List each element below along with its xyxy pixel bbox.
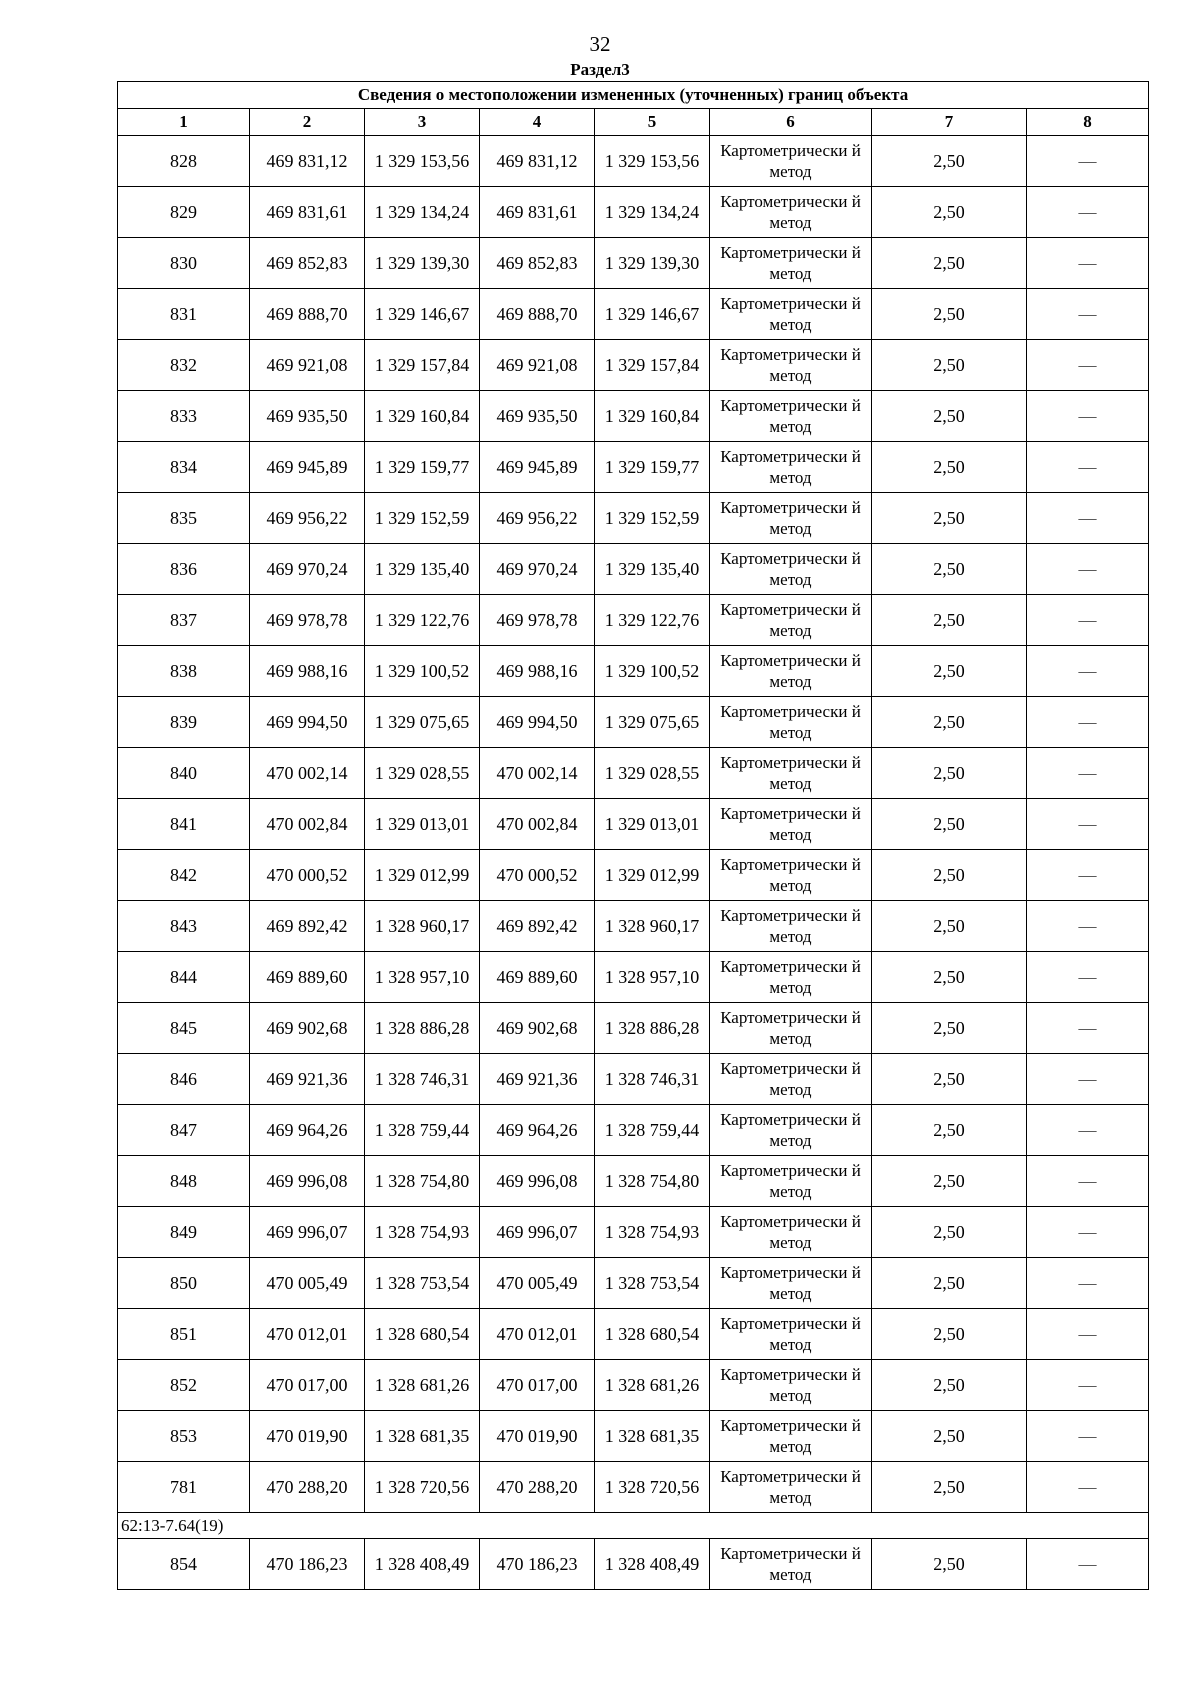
existing-x-cell: 469 852,83 [250,238,365,289]
refined-x-cell: 470 005,49 [480,1258,595,1309]
existing-x-cell: 469 964,26 [250,1105,365,1156]
existing-x-cell: 469 892,42 [250,901,365,952]
refined-y-cell: 1 329 152,59 [595,493,710,544]
refined-y-cell: 1 329 122,76 [595,595,710,646]
refined-x-cell: 469 852,83 [480,238,595,289]
refined-x-cell: 470 186,23 [480,1539,595,1590]
column-number-row [118,109,1149,136]
table-row [118,442,1149,493]
refined-x-cell: 469 970,24 [480,544,595,595]
refined-x-cell: 470 288,20 [480,1462,595,1513]
note-cell: — [1027,1105,1149,1156]
existing-x-cell: 470 002,14 [250,748,365,799]
refined-y-cell: 1 329 135,40 [595,544,710,595]
note-cell: — [1027,952,1149,1003]
accuracy-cell: 2,50 [872,1003,1027,1054]
existing-x-cell: 469 978,78 [250,595,365,646]
point-number-cell: 836 [118,544,250,595]
table-row [118,1054,1149,1105]
refined-x-cell: 470 002,14 [480,748,595,799]
method-cell: Картометрически й метод [710,238,872,289]
method-cell: Картометрически й метод [710,646,872,697]
method-cell: Картометрически й метод [710,289,872,340]
method-cell: Картометрически й метод [710,391,872,442]
point-number-cell: 854 [118,1539,250,1590]
refined-x-cell: 469 994,50 [480,697,595,748]
existing-y-cell: 1 328 759,44 [365,1105,480,1156]
method-cell: Картометрически й метод [710,1258,872,1309]
refined-y-cell: 1 329 013,01 [595,799,710,850]
method-cell: Картометрически й метод [710,1462,872,1513]
accuracy-cell: 2,50 [872,1207,1027,1258]
note-cell: — [1027,1258,1149,1309]
method-cell: Картометрически й метод [710,901,872,952]
point-number-cell: 834 [118,442,250,493]
note-cell: — [1027,187,1149,238]
accuracy-cell: 2,50 [872,1156,1027,1207]
refined-y-cell: 1 328 886,28 [595,1003,710,1054]
existing-y-cell: 1 329 135,40 [365,544,480,595]
accuracy-cell: 2,50 [872,697,1027,748]
accuracy-cell: 2,50 [872,136,1027,187]
table-row [118,697,1149,748]
point-number-cell: 844 [118,952,250,1003]
method-cell: Картометрически й метод [710,1105,872,1156]
existing-x-cell: 469 988,16 [250,646,365,697]
existing-x-cell: 469 996,07 [250,1207,365,1258]
table-row [118,1539,1149,1590]
method-cell: Картометрически й метод [710,1207,872,1258]
note-cell: — [1027,1156,1149,1207]
accuracy-cell: 2,50 [872,391,1027,442]
table-row [118,646,1149,697]
table-row [118,238,1149,289]
existing-y-cell: 1 328 408,49 [365,1539,480,1590]
note-cell: — [1027,799,1149,850]
accuracy-cell: 2,50 [872,1309,1027,1360]
note-cell: — [1027,1360,1149,1411]
refined-x-cell: 469 988,16 [480,646,595,697]
column-number: 1 [118,109,250,136]
accuracy-cell: 2,50 [872,901,1027,952]
refined-x-cell: 470 017,00 [480,1360,595,1411]
existing-y-cell: 1 328 681,26 [365,1360,480,1411]
point-number-cell: 837 [118,595,250,646]
refined-y-cell: 1 328 681,26 [595,1360,710,1411]
existing-x-cell: 470 005,49 [250,1258,365,1309]
existing-y-cell: 1 329 122,76 [365,595,480,646]
point-number-cell: 853 [118,1411,250,1462]
point-number-cell: 833 [118,391,250,442]
point-number-cell: 781 [118,1462,250,1513]
existing-x-cell: 469 902,68 [250,1003,365,1054]
point-number-cell: 832 [118,340,250,391]
method-cell: Картометрически й метод [710,1309,872,1360]
existing-x-cell: 469 945,89 [250,442,365,493]
refined-x-cell: 469 978,78 [480,595,595,646]
point-number-cell: 846 [118,1054,250,1105]
accuracy-cell: 2,50 [872,1258,1027,1309]
method-cell: Картометрически й метод [710,1156,872,1207]
existing-x-cell: 469 889,60 [250,952,365,1003]
table-row [118,544,1149,595]
method-cell: Картометрически й метод [710,544,872,595]
table-row [118,595,1149,646]
accuracy-cell: 2,50 [872,187,1027,238]
existing-x-cell: 470 000,52 [250,850,365,901]
accuracy-cell: 2,50 [872,1105,1027,1156]
refined-y-cell: 1 328 680,54 [595,1309,710,1360]
existing-y-cell: 1 328 957,10 [365,952,480,1003]
existing-y-cell: 1 329 100,52 [365,646,480,697]
accuracy-cell: 2,50 [872,1411,1027,1462]
point-number-cell: 847 [118,1105,250,1156]
refined-y-cell: 1 329 146,67 [595,289,710,340]
table-body-group-1 [118,136,1149,1513]
accuracy-cell: 2,50 [872,238,1027,289]
refined-y-cell: 1 329 134,24 [595,187,710,238]
accuracy-cell: 2,50 [872,1360,1027,1411]
refined-y-cell: 1 328 759,44 [595,1105,710,1156]
method-cell: Картометрически й метод [710,136,872,187]
refined-x-cell: 469 921,36 [480,1054,595,1105]
existing-y-cell: 1 329 139,30 [365,238,480,289]
note-cell: — [1027,544,1149,595]
accuracy-cell: 2,50 [872,952,1027,1003]
table-row [118,1105,1149,1156]
refined-y-cell: 1 329 160,84 [595,391,710,442]
existing-y-cell: 1 328 753,54 [365,1258,480,1309]
column-number: 7 [872,109,1027,136]
refined-y-cell: 1 329 159,77 [595,442,710,493]
table-row [118,850,1149,901]
note-cell: — [1027,1539,1149,1590]
refined-y-cell: 1 329 012,99 [595,850,710,901]
point-number-cell: 830 [118,238,250,289]
existing-y-cell: 1 328 720,56 [365,1462,480,1513]
existing-y-cell: 1 329 152,59 [365,493,480,544]
note-cell: — [1027,238,1149,289]
existing-x-cell: 469 831,12 [250,136,365,187]
method-cell: Картометрически й метод [710,442,872,493]
existing-y-cell: 1 329 013,01 [365,799,480,850]
existing-x-cell: 470 017,00 [250,1360,365,1411]
refined-y-cell: 1 328 753,54 [595,1258,710,1309]
method-cell: Картометрически й метод [710,1360,872,1411]
existing-x-cell: 470 002,84 [250,799,365,850]
accuracy-cell: 2,50 [872,1054,1027,1105]
column-number: 5 [595,109,710,136]
refined-x-cell: 469 964,26 [480,1105,595,1156]
refined-x-cell: 469 889,60 [480,952,595,1003]
table-row [118,136,1149,187]
point-number-cell: 849 [118,1207,250,1258]
existing-x-cell: 469 994,50 [250,697,365,748]
accuracy-cell: 2,50 [872,544,1027,595]
note-cell: — [1027,391,1149,442]
method-cell: Картометрически й метод [710,340,872,391]
table-row [118,1156,1149,1207]
existing-y-cell: 1 329 146,67 [365,289,480,340]
accuracy-cell: 2,50 [872,748,1027,799]
table-row [118,1462,1149,1513]
existing-x-cell: 469 831,61 [250,187,365,238]
refined-y-cell: 1 328 957,10 [595,952,710,1003]
table-row [118,340,1149,391]
table-row [118,1258,1149,1309]
accuracy-cell: 2,50 [872,289,1027,340]
refined-x-cell: 469 996,07 [480,1207,595,1258]
table-caption: Сведения о местоположении измененных (уточненных) границ объекта [118,82,1149,109]
existing-y-cell: 1 329 028,55 [365,748,480,799]
existing-y-cell: 1 329 159,77 [365,442,480,493]
note-cell: — [1027,850,1149,901]
refined-x-cell: 469 902,68 [480,1003,595,1054]
method-cell: Картометрически й метод [710,1054,872,1105]
column-number: 3 [365,109,480,136]
table-row [118,493,1149,544]
method-cell: Картометрически й метод [710,595,872,646]
existing-y-cell: 1 328 681,35 [365,1411,480,1462]
refined-y-cell: 1 328 720,56 [595,1462,710,1513]
point-number-cell: 835 [118,493,250,544]
refined-y-cell: 1 329 075,65 [595,697,710,748]
table-row [118,1309,1149,1360]
method-cell: Картометрически й метод [710,748,872,799]
refined-x-cell: 470 019,90 [480,1411,595,1462]
point-number-cell: 851 [118,1309,250,1360]
note-cell: — [1027,748,1149,799]
note-cell: — [1027,595,1149,646]
point-number-cell: 842 [118,850,250,901]
column-number: 8 [1027,109,1149,136]
existing-x-cell: 469 956,22 [250,493,365,544]
refined-y-cell: 1 329 100,52 [595,646,710,697]
method-cell: Картометрически й метод [710,952,872,1003]
method-cell: Картометрически й метод [710,493,872,544]
existing-x-cell: 469 888,70 [250,289,365,340]
point-number-cell: 839 [118,697,250,748]
refined-x-cell: 469 935,50 [480,391,595,442]
point-number-cell: 831 [118,289,250,340]
refined-x-cell: 469 956,22 [480,493,595,544]
method-cell: Картометрически й метод [710,850,872,901]
page-number: 32 [589,32,611,56]
note-cell: — [1027,136,1149,187]
table-row [118,901,1149,952]
refined-x-cell: 469 831,12 [480,136,595,187]
accuracy-cell: 2,50 [872,646,1027,697]
table-row [118,748,1149,799]
refined-y-cell: 1 328 408,49 [595,1539,710,1590]
refined-y-cell: 1 328 960,17 [595,901,710,952]
existing-x-cell: 470 019,90 [250,1411,365,1462]
table-row [118,799,1149,850]
method-cell: Картометрически й метод [710,697,872,748]
existing-y-cell: 1 329 075,65 [365,697,480,748]
point-number-cell: 850 [118,1258,250,1309]
accuracy-cell: 2,50 [872,493,1027,544]
refined-y-cell: 1 329 153,56 [595,136,710,187]
existing-y-cell: 1 328 754,80 [365,1156,480,1207]
existing-y-cell: 1 328 886,28 [365,1003,480,1054]
column-number: 2 [250,109,365,136]
refined-y-cell: 1 328 754,93 [595,1207,710,1258]
note-cell: — [1027,1207,1149,1258]
refined-x-cell: 469 892,42 [480,901,595,952]
accuracy-cell: 2,50 [872,1539,1027,1590]
note-cell: — [1027,646,1149,697]
note-cell: — [1027,493,1149,544]
refined-y-cell: 1 328 681,35 [595,1411,710,1462]
accuracy-cell: 2,50 [872,850,1027,901]
note-cell: — [1027,1003,1149,1054]
point-number-cell: 852 [118,1360,250,1411]
existing-y-cell: 1 328 960,17 [365,901,480,952]
note-cell: — [1027,1462,1149,1513]
existing-x-cell: 470 012,01 [250,1309,365,1360]
existing-x-cell: 470 288,20 [250,1462,365,1513]
column-number: 6 [710,109,872,136]
point-number-cell: 840 [118,748,250,799]
existing-x-cell: 470 186,23 [250,1539,365,1590]
refined-x-cell: 469 945,89 [480,442,595,493]
method-cell: Картометрически й метод [710,1003,872,1054]
note-cell: — [1027,697,1149,748]
existing-y-cell: 1 329 153,56 [365,136,480,187]
table-row [118,952,1149,1003]
existing-y-cell: 1 329 157,84 [365,340,480,391]
section-title: Раздел3 [570,60,630,79]
table-row [118,1207,1149,1258]
existing-y-cell: 1 328 680,54 [365,1309,480,1360]
point-number-cell: 838 [118,646,250,697]
existing-x-cell: 469 921,36 [250,1054,365,1105]
refined-x-cell: 470 000,52 [480,850,595,901]
note-cell: — [1027,1411,1149,1462]
accuracy-cell: 2,50 [872,442,1027,493]
table-row [118,1003,1149,1054]
existing-x-cell: 469 970,24 [250,544,365,595]
table-row [118,187,1149,238]
point-number-cell: 845 [118,1003,250,1054]
point-number-cell: 848 [118,1156,250,1207]
existing-y-cell: 1 328 754,93 [365,1207,480,1258]
refined-y-cell: 1 328 754,80 [595,1156,710,1207]
accuracy-cell: 2,50 [872,1462,1027,1513]
existing-y-cell: 1 328 746,31 [365,1054,480,1105]
point-number-cell: 841 [118,799,250,850]
point-number-cell: 829 [118,187,250,238]
point-number-cell: 828 [118,136,250,187]
accuracy-cell: 2,50 [872,340,1027,391]
table-body-group-2 [118,1539,1149,1590]
accuracy-cell: 2,50 [872,595,1027,646]
existing-y-cell: 1 329 160,84 [365,391,480,442]
boundary-coordinates-table [117,81,1149,1590]
table-row [118,1360,1149,1411]
method-cell: Картометрически й метод [710,799,872,850]
group-header [118,1513,1149,1539]
method-cell: Картометрически й метод [710,187,872,238]
table-row [118,391,1149,442]
existing-x-cell: 469 996,08 [250,1156,365,1207]
existing-x-cell: 469 935,50 [250,391,365,442]
note-cell: — [1027,340,1149,391]
existing-y-cell: 1 329 134,24 [365,187,480,238]
refined-x-cell: 469 996,08 [480,1156,595,1207]
note-cell: — [1027,1054,1149,1105]
refined-y-cell: 1 329 028,55 [595,748,710,799]
point-number-cell: 843 [118,901,250,952]
note-cell: — [1027,901,1149,952]
refined-x-cell: 470 012,01 [480,1309,595,1360]
method-cell: Картометрически й метод [710,1539,872,1590]
refined-y-cell: 1 328 746,31 [595,1054,710,1105]
note-cell: — [1027,442,1149,493]
note-cell: — [1027,1309,1149,1360]
table-row [118,1411,1149,1462]
refined-x-cell: 469 921,08 [480,340,595,391]
method-cell: Картометрически й метод [710,1411,872,1462]
refined-x-cell: 470 002,84 [480,799,595,850]
refined-x-cell: 469 831,61 [480,187,595,238]
refined-x-cell: 469 888,70 [480,289,595,340]
note-cell: — [1027,289,1149,340]
table-row [118,289,1149,340]
existing-y-cell: 1 329 012,99 [365,850,480,901]
column-number: 4 [480,109,595,136]
accuracy-cell: 2,50 [872,799,1027,850]
existing-x-cell: 469 921,08 [250,340,365,391]
refined-y-cell: 1 329 139,30 [595,238,710,289]
group-label: 62:13-7.64(19) [118,1513,1149,1539]
refined-y-cell: 1 329 157,84 [595,340,710,391]
